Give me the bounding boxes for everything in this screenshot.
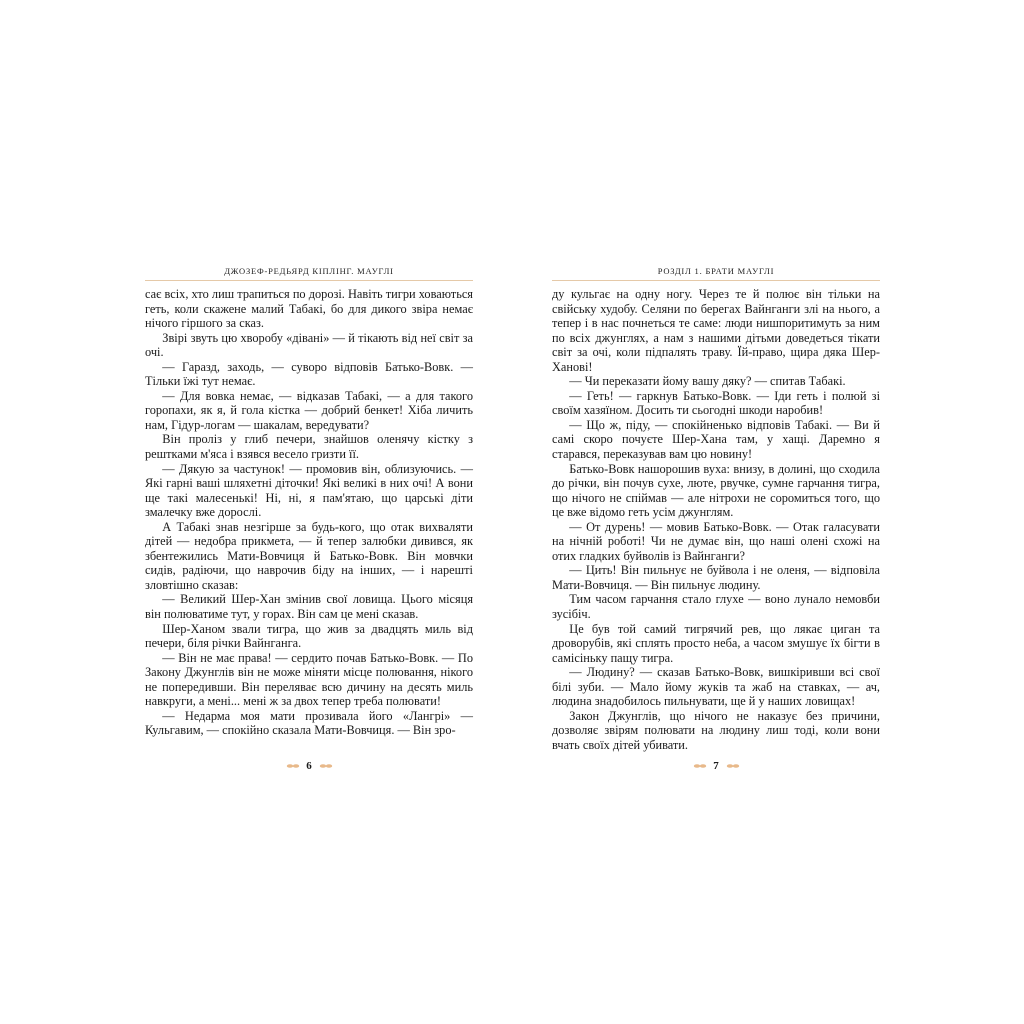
left-page-body [145, 287, 473, 738]
paragraph: А Табакі знав незгірше за будь-кого, що отак вихваляти дітей — недобра прикмета, — й тепер залюбки дивився, як збентежились Мати-Вовчиця й Батько-Вовк. Він мовчки сидів, радіючи, що наврочив біду на інших, — і нарешті зловтішно сказав: [145, 519, 473, 592]
paragraph: — Чи переказати йому вашу дяку? — спитав Табакі. [569, 374, 846, 389]
left-folio [145, 759, 473, 773]
paragraph: — Великий Шер-Хан змінив свої ловища. Цього місяця він полюватиме тут, у горах. Він сам це мені сказав. [145, 592, 473, 622]
right-page [552, 266, 880, 776]
paragraph: — Що ж, піду, — спокійненько відповів Табакі. — Ви й самі скоро почуєте Шер-Хана там, у хащі. Даремно я старався, переказував вам цю новину! [552, 417, 880, 462]
right-running-head: РОЗДІЛ 1. БРАТИ МАУГЛІ [657, 266, 775, 276]
paragraph: Закон Джунглів, що нічого не наказує без причини, дозволяє звірям полювати на людину лиш тоді, коли вони вчать своїх дітей убивати. [552, 708, 880, 752]
paragraph: — От дурень! — мовив Батько-Вовк. — Отак галасувати на нічній роботі! Чи не думає він, що наші олені схожі на отих гладких буйволів із Вайнганги? [552, 519, 880, 563]
paragraph: ду кульгає на одну ногу. Через те й полює він тільки на свійську худобу. Селяни по берегах Вайнганги злі на нього, а тепер і в нас почнеться те саме: люди нишпоритимуть за ним по всіх джунглях, а нам з нашими дітьми доведеться тікати світ за очі, коли підпалять траву. Їй-право, щира дяка Шер-Ханові! [552, 287, 880, 374]
left-header-rule [145, 280, 473, 281]
paragraph: Він проліз у глиб печери, знайшов оленячу кістку з рештками м'яса і взявся весело гризти її. [145, 432, 473, 462]
paragraph: — Цить! Він пильнує не буйвола і не оленя, — відповіла Мати-Вовчиця. — Він пильнує людину. [552, 563, 880, 592]
laurel-ornament-icon [286, 762, 300, 770]
paragraph: — Дякую за частунок! — промовив він, облизуючись. — Які гарні ваші шляхетні діточки! Які великі в них очі! А вони ще такі малесенькі! Ні, ні, я пам'ятаю, що царські діти змалечку вже дорослі. [145, 461, 473, 520]
paragraph: — Гаразд, заходь, — суворо відповів Батько-Вовк. — Тільки їжі тут немає. [145, 359, 473, 389]
paragraph: — Для вовка немає, — відказав Табакі, — а для такого горопахи, як я, й гола кістка — добрий бенкет! Хіба личить нам, Гідур-логам — шакалам, вередувати? [145, 388, 473, 432]
paragraph: сає всіх, хто лиш трапиться по дорозі. Навіть тигри ховаються геть, коли скажене малий Табакі, бо для дикого звіра немає нічого гіршого за сказ. [145, 287, 473, 331]
laurel-ornament-icon [693, 762, 707, 770]
right-header-rule [552, 280, 880, 281]
paragraph: Звірі звуть цю хворобу «дівані» — й тікають від неї світ за очі. [145, 330, 473, 360]
paragraph: — Геть! — гаркнув Батько-Вовк. — Іди геть і полюй зі своїм хазяїном. Досить ти сьогодні шкоди наробив! [552, 388, 880, 418]
page-number: 6 [306, 760, 312, 772]
paragraph: Тим часом гарчання стало глухе — воно лунало немовби зусібіч. [552, 592, 880, 622]
right-page-body [552, 287, 880, 753]
paragraph: Шер-Ханом звали тигра, що жив за двадцять миль від печери, біля річки Вайнгангa. [145, 621, 473, 651]
left-running-head: ДЖОЗЕФ-РЕДЬЯРД КІПЛІНГ. МАУГЛІ [224, 266, 394, 276]
paragraph: — Недарма моя мати прозивала його «Лангрі» — Кульгавим, — спокійно сказала Мати-Вовчиця. — Він зро- [145, 708, 473, 738]
laurel-ornament-icon [319, 762, 333, 770]
paragraph: — Людину? — сказав Батько-Вовк, вишкіривши всі свої білі зуби. — Мало йому жуків та жаб на ставках, — ач, людина знадобилось пильнувати, ще й у наших ловищах! [552, 665, 880, 709]
right-folio [552, 759, 880, 773]
page-number: 7 [713, 760, 719, 772]
paragraph: — Він не має права! — сердито почав Батько-Вовк. — По Закону Джунглів він не може міняти місце полювання, нікого не попередивши. Він переляває всю дичину на десять миль навкруги, а мені... мені ж за двох тепер треба полювати! [145, 650, 473, 709]
left-page [145, 266, 473, 776]
laurel-ornament-icon [726, 762, 740, 770]
paragraph: Це був той самий тигрячий рев, що лякає циган та дроворубів, які сплять просто неба, а часом змушує їх бігти в самісіньку пащу тигра. [552, 621, 880, 665]
paragraph: Батько-Вовк нашорошив вуха: внизу, в долині, що сходила до річки, він почув сухе, люте, рвучке, сумне гарчання тигра, що нічого не спіймав — але нітрохи не соромиться того, що це вже відомо геть усім джунглям. [552, 461, 880, 520]
